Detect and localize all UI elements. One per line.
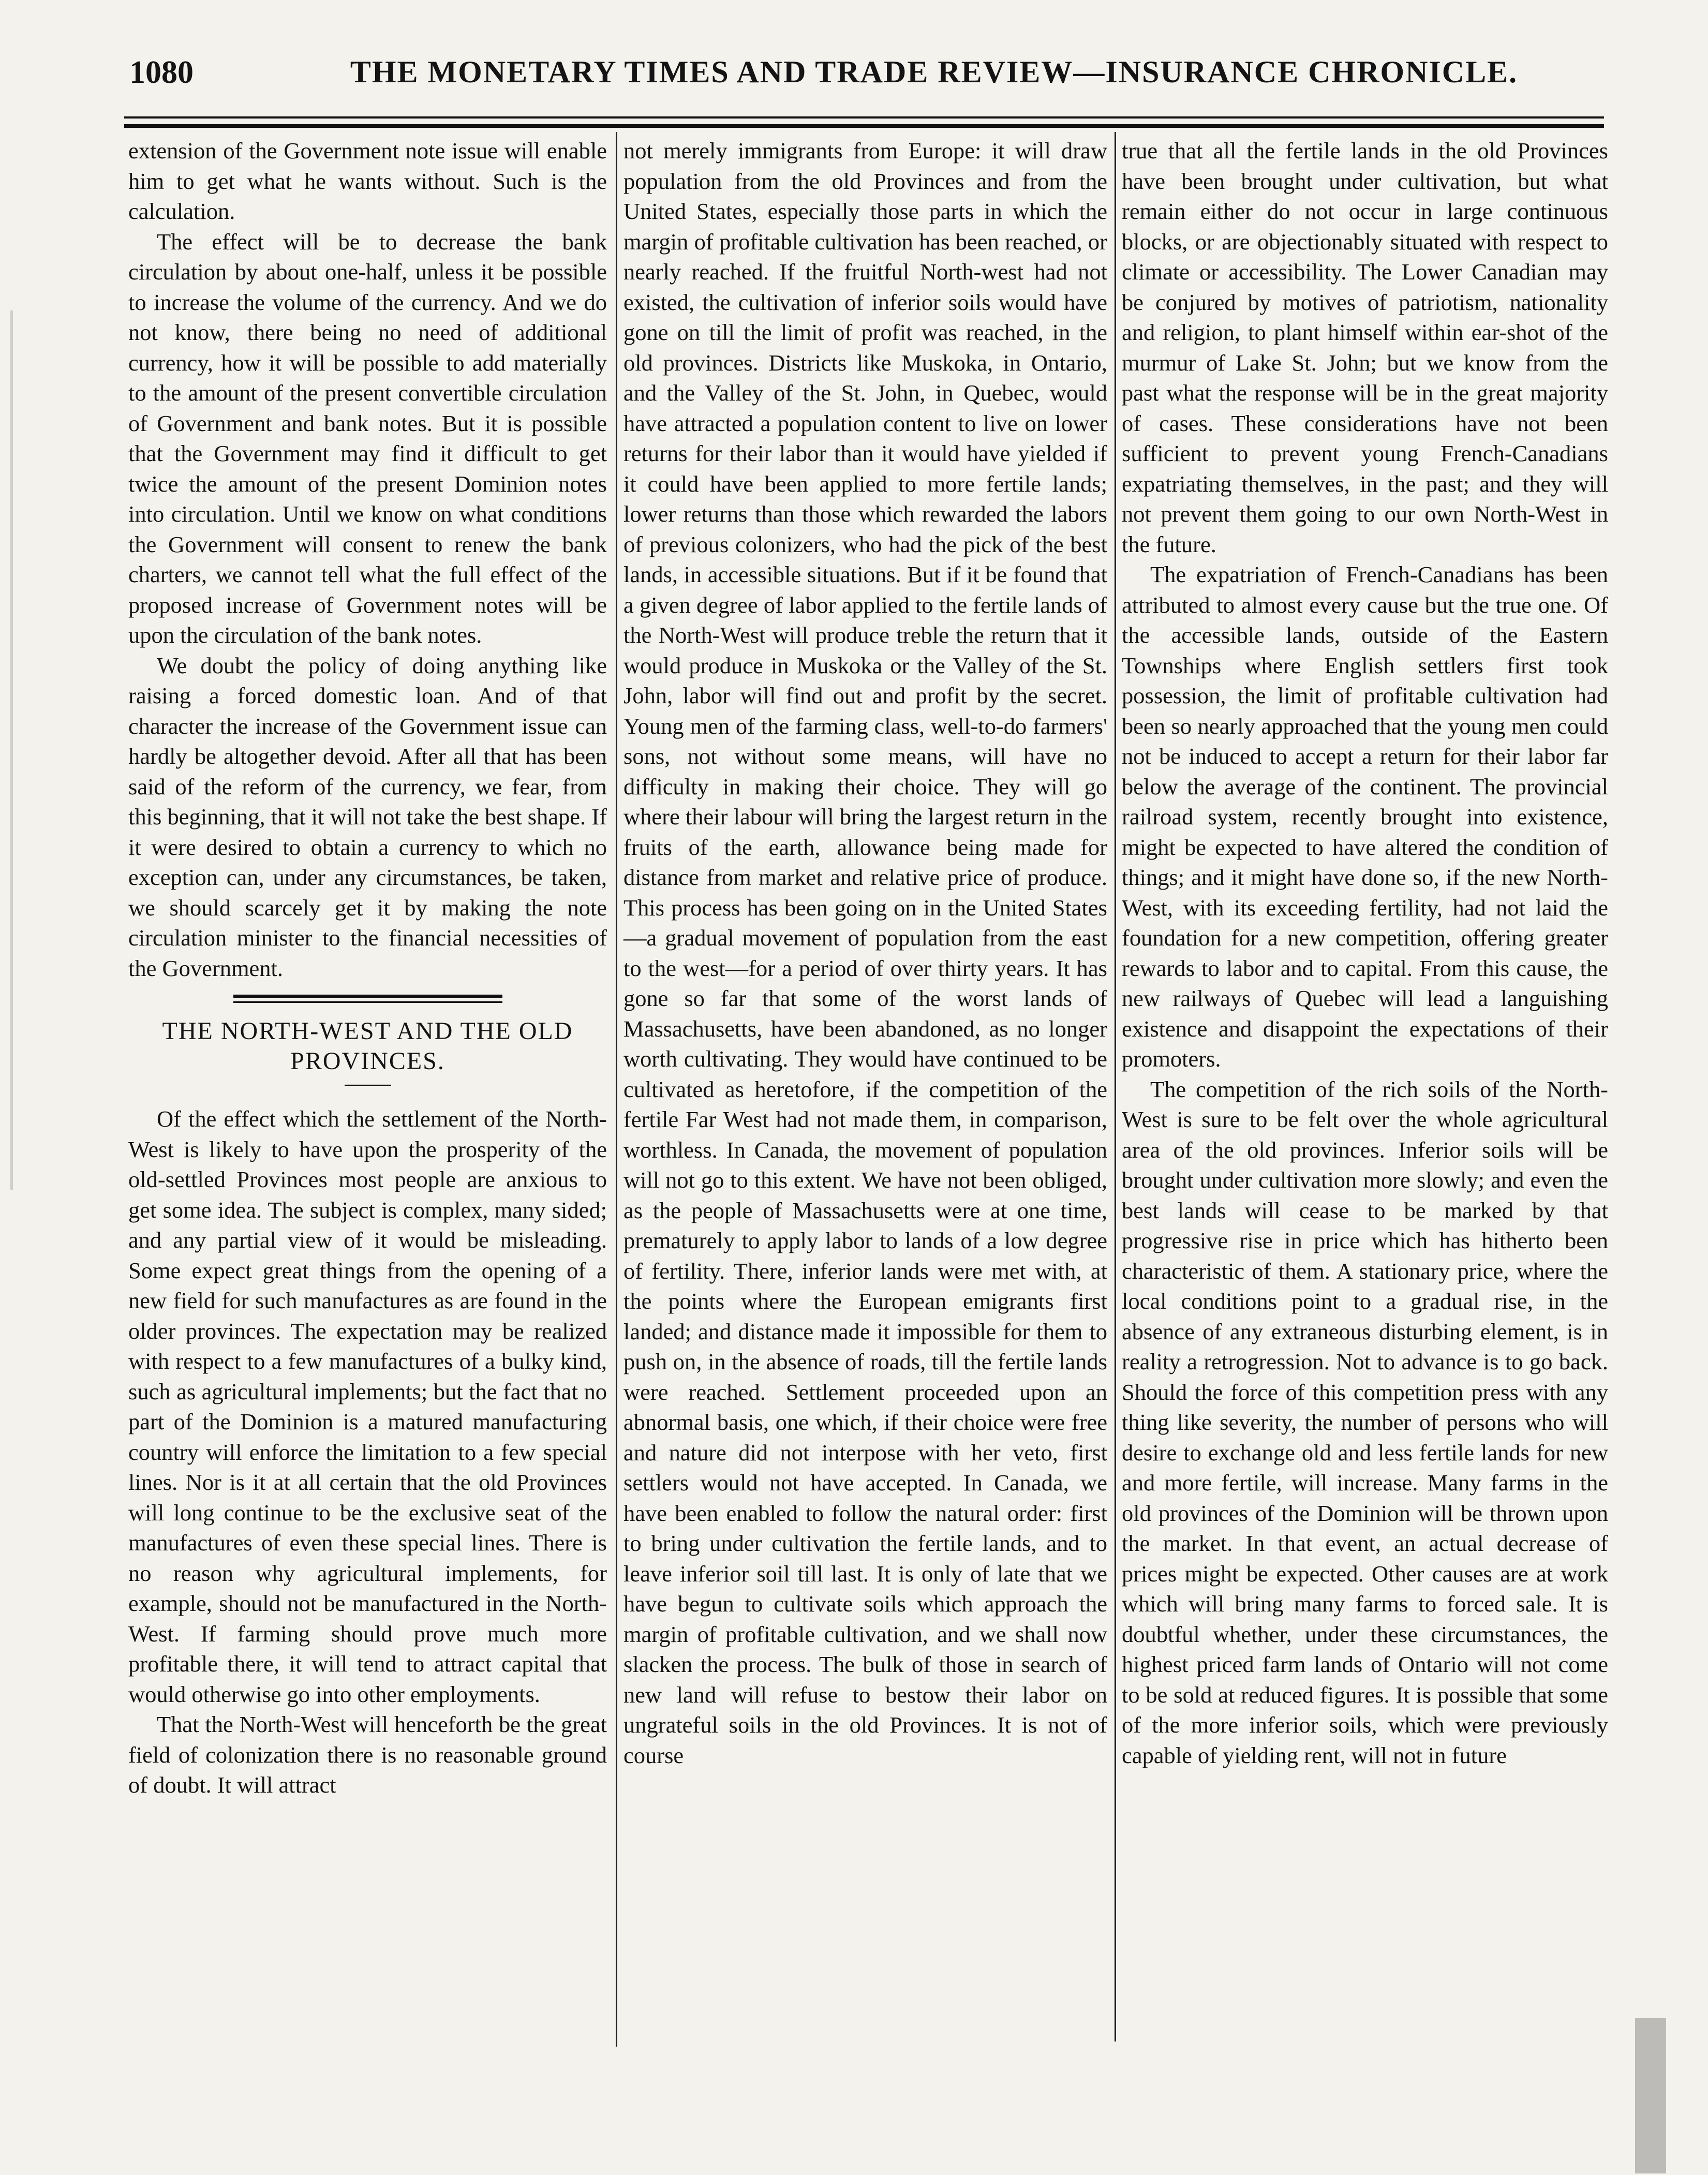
page-header (129, 54, 1568, 101)
paragraph: We doubt the policy of doing anything like raising a forced domestic loan. And of that character the increase of the Government issue can hardly be altogether devoid. After all that has been said of the reform of the currency, we fear, from this beginning, that it will not take the best shape. If it were desired to obtain a currency to which no exception can, under any circumstances, be taken, we should scarcely get it by making the note circulation minister to the financial necessities of the Government. (128, 652, 607, 981)
heading-line: THE NORTH-WEST AND THE OLD (162, 1017, 573, 1045)
publication-title: THE MONETARY TIMES AND TRADE REVIEW—INSURANCE CHRONICLE. (350, 55, 1518, 89)
article-column-3 (1122, 136, 1608, 1770)
section-divider (233, 1001, 502, 1003)
column-divider (1115, 132, 1116, 2041)
column-divider (616, 132, 617, 2047)
paragraph: true that all the fertile lands in the old Provinces have been brought under cultivation, but what remain either do not occur in large continuous blocks, or are objectionably situated with respect to climate or accessibility. The Lower Canadian may be conjured by motives of patriotism, nationality and religion, to plant himself within ear-shot of the murmur of Lake St. John; but we know from the past what the response will be in the great majority of cases. These considerations have not been sufficient to prevent young French-Canadians expatriating themselves, in the past; and they will not prevent them going to our own North-West in the future. (1122, 138, 1608, 557)
page-number: 1080 (129, 55, 194, 90)
section-heading (128, 1016, 607, 1076)
paragraph: The expatriation of French-Canadians has been attributed to almost every cause but the true one. Of the accessible lands, outside of the Eastern Townships where English settlers first took possession, the limit of profitable cultivation had been so nearly approached that the young men could not be induced to accept a return for their labor far below the average of the continent. The provincial railroad system, recently brought into existence, might be expected to have altered the condition of things; and it might have done so, if the new North-West, with its exceeding fertility, had not laid the foundation for a new competition, offering greater rewards to labor and to capital. From this cause, the new railways of Quebec will lead a languishing existence and disappoint the expectations of their promoters. (1122, 561, 1608, 1072)
paragraph: The effect will be to decrease the bank circulation by about one-half, unless it be possible to increase the volume of the currency. And we do not know, there being no need of additional currency, how it will be possible to add materially to the amount of the present convertible circulation of Government and bank notes. But it is possible that the Government may find it difficult to get twice the amount of the present Dominion notes into circulation. Until we know on what conditions the Government will consent to renew the bank charters, we cannot tell what the full effect of the proposed increase of Government notes will be upon the circulation of the bank notes. (128, 228, 607, 648)
article-column-1 (128, 136, 607, 1800)
scan-edge-artifact (1635, 2018, 1666, 2173)
paragraph: not merely immigrants from Europe: it will draw population from the old Provinces and from the United States, especially those parts in which the margin of profitable cultivation has been reached, or nearly reached. If the fruitful North-west had not existed, the cultivation of inferior soils would have gone on till the limit of profit was reached, in the old provinces. Districts like Muskoka, in Ontario, and the Valley of the St. John, in Quebec, would have attracted a population content to live on lower returns for their labor than it would have yielded if it could have been applied to more fertile lands; lower returns than those which rewarded the labors of previous colonizers, who had the pick of the best lands, in accessible situations. But if it be found that a given degree of labor applied to the fertile lands of the North-West will produce treble the return that it would produce in Muskoka or the Valley of the St. John, labor will find out and profit by the secret. Young men of the farming class, well-to-do farmers' sons, not without some means, will have no difficulty in making their choice. They will go where their labour will bring the largest return in the fruits of the earth, allowance being made for distance from market and relative price of produce. This process has been going on in the United States—a gradual movement of population from the east to the west—for a period of over thirty years. It has gone so far that some of the worst lands of Massachusetts, have been abandoned, as no longer worth cultivating. They would have continued to be cultivated as heretofore, if the competition of the fertile Far West had not made them, in comparison, worthless. In Canada, the movement of population will not go to this extent. We have not been obliged, as the people of Massachusetts were at one time, prematurely to apply labor to lands of a low degree of fertility. There, inferior lands were met with, at the points where the European emigrants first landed; and distance made it impossible for them to push on, in the absence of roads, till the fertile lands were reached. Settlement proceeded upon an abnormal basis, one which, if their choice were free and nature did not interpose with her veto, first settlers would not have accepted. In Canada, we have been enabled to follow the natural order: first to bring under cultivation the fertile lands, and to leave inferior soil till last. It is only of late that we have begun to cultivate soils which approach the margin of profitable cultivation, and we shall now slacken the process. The bulk of those in search of new land will refuse to bestow their labor on ungrateful soils in the old Provinces. It is not of course (623, 138, 1107, 1768)
paragraph: extension of the Government note issue will enable him to get what he wants without. Such is the calculation. (128, 138, 607, 224)
scan-edge-artifact (10, 310, 13, 1190)
paragraph: Of the effect which the settlement of the North-West is likely to have upon the prosperity of the old-settled Provinces most people are anxious to get some idea. The subject is complex, many sided; and any partial view of it would be misleading. Some expect great things from the opening of a new field for such manufactures as are found in the older provinces. The expectation may be realized with respect to a few manufactures of a bulky kind, such as agricultural implements; but the fact that no part of the Dominion is a matured manufacturing country will enforce the limitation to a few special lines. Nor is it at all certain that the old Provinces will long continue to be the exclusive seat of the manufactures of even these special lines. There is no reason why agricultural implements, for example, should not be manufactured in the North-West. If farming should prove much more profitable there, it will tend to attract capital that would otherwise go into other employments. (128, 1106, 607, 1707)
section-divider (233, 995, 502, 998)
heading-line: PROVINCES. (290, 1047, 445, 1075)
header-rule (124, 116, 1604, 119)
paragraph: The competition of the rich soils of the North-West is sure to be felt over the whole agricultural area of the old provinces. Inferior soils will be brought under cultivation more slowly; and even the best lands will cease to be marked by that progressive rise in price which has hitherto been characteristic of them. A stationary price, where the local conditions point to a gradual rise, in the absence of any extraneous disturbing element, is in reality a retrogression. Not to advance is to go back. Should the force of this competition press with any thing like severity, the number of persons who will desire to exchange old and less fertile lands for new and more fertile, will increase. Many farms in the old provinces of the Dominion will be thrown upon the market. In that event, an actual decrease of prices might be expected. Other causes are at work which will bring many farms to forced sale. It is doubtful whether, under these circumstances, the highest priced farm lands of Ontario will not come to be sold at reduced figures. It is possible that some of the more inferior soils, which were previously capable of yielding rent, will not in future (1122, 1076, 1608, 1768)
paragraph: That the North-West will henceforth be the great field of colonization there is no reasonable ground of doubt. It will attract (128, 1711, 607, 1798)
article-column-2 (623, 136, 1107, 1770)
header-rule-thick (124, 124, 1604, 128)
heading-rule (345, 1085, 391, 1086)
